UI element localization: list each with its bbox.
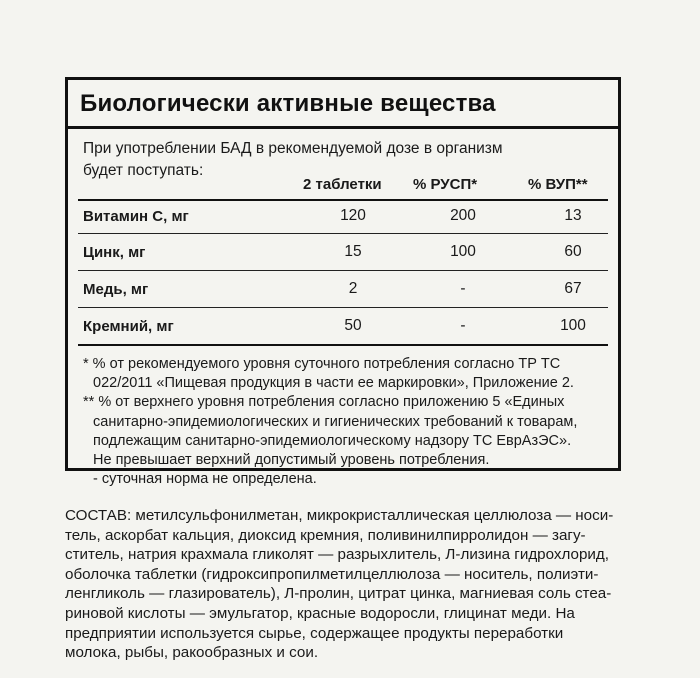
cell-value: -	[460, 280, 466, 297]
cell-value: 2	[348, 280, 358, 297]
composition-line: предприятии используется сырье, содержащее продукты переработки	[65, 624, 564, 642]
cell-value: 100	[450, 243, 476, 260]
cell-value: 15	[344, 243, 362, 260]
footnote-line: * % от рекомендуемого уровня суточного потребления согласно ТР ТС	[83, 356, 561, 372]
row-divider	[78, 233, 608, 234]
cell-value: 13	[564, 207, 582, 224]
column-header-rusp: % РУСП*	[413, 176, 478, 193]
footnote-line: 022/2011 «Пищевая продукция в части ее маркировки», Приложение 2.	[93, 375, 574, 392]
footnote-line: санитарно-эпидемиологических и гигиенических требований к товарам,	[93, 413, 578, 430]
row-name-copper: Медь, мг	[83, 281, 149, 298]
composition-line: ститель, натрия крахмала гликолят — разрыхлитель, Л-лизина гидрохлорид,	[65, 546, 609, 564]
column-header-vup: % ВУП**	[528, 176, 588, 193]
composition-line: молока, рыбы, ракообразных и сои.	[65, 644, 319, 662]
row-divider	[78, 307, 608, 308]
composition-line: ленгликоль — глазирователь), Л-пролин, цитрат цинка, магниевая соль стеа-	[65, 585, 612, 603]
cell-value: 60	[564, 243, 582, 260]
composition-line: риновой кислоты — эмульгатор, красные водоросли, глицинат меди. На	[65, 604, 575, 622]
cell-value: 67	[564, 280, 582, 297]
row-divider	[78, 270, 608, 271]
cell-value: 50	[344, 317, 362, 334]
cell-value: 200	[450, 207, 476, 224]
footnote-line: - суточная норма не определена.	[93, 471, 317, 488]
header-divider	[78, 199, 608, 201]
title-divider	[68, 126, 618, 129]
row-name-silicon: Кремний, мг	[83, 318, 174, 335]
cell-value: 120	[340, 207, 366, 224]
composition-line: тель, аскорбат кальция, диоксид кремния, поливинилпирролидон — загу-	[65, 526, 586, 544]
nutrition-box	[65, 77, 621, 488]
footnote-line: Не превышает верхний допустимый уровень потребления.	[93, 452, 490, 469]
cell-value: -	[460, 317, 466, 334]
composition-line: СОСТАВ: метилсульфонилметан, микрокристаллическая целлюлоза — носи-	[65, 507, 614, 524]
footnotes	[83, 355, 623, 489]
footnote-line: подлежащим санитарно-эпидемиологическому надзору ТС ЕврАзЭС».	[93, 432, 572, 449]
intro-line: будет поступать:	[83, 162, 204, 179]
box-title: Биологически активные вещества	[80, 90, 496, 117]
row-name-zinc: Цинк, мг	[83, 244, 146, 261]
composition-line: оболочка таблетки (гидроксипропилметилцеллюлоза — носитель, полиэти-	[65, 565, 599, 583]
footnote-line: ** % от верхнего уровня потребления согласно приложению 5 «Единых	[83, 394, 565, 411]
cell-value: 100	[560, 317, 586, 334]
table-bottom-divider	[78, 344, 608, 346]
row-name-vitamin-c: Витамин С, мг	[83, 208, 189, 225]
intro-line: При употреблении БАД в рекомендуемой дозе в организм	[83, 140, 503, 157]
composition-text	[65, 506, 635, 663]
column-header-tablets: 2 таблетки	[303, 176, 382, 193]
